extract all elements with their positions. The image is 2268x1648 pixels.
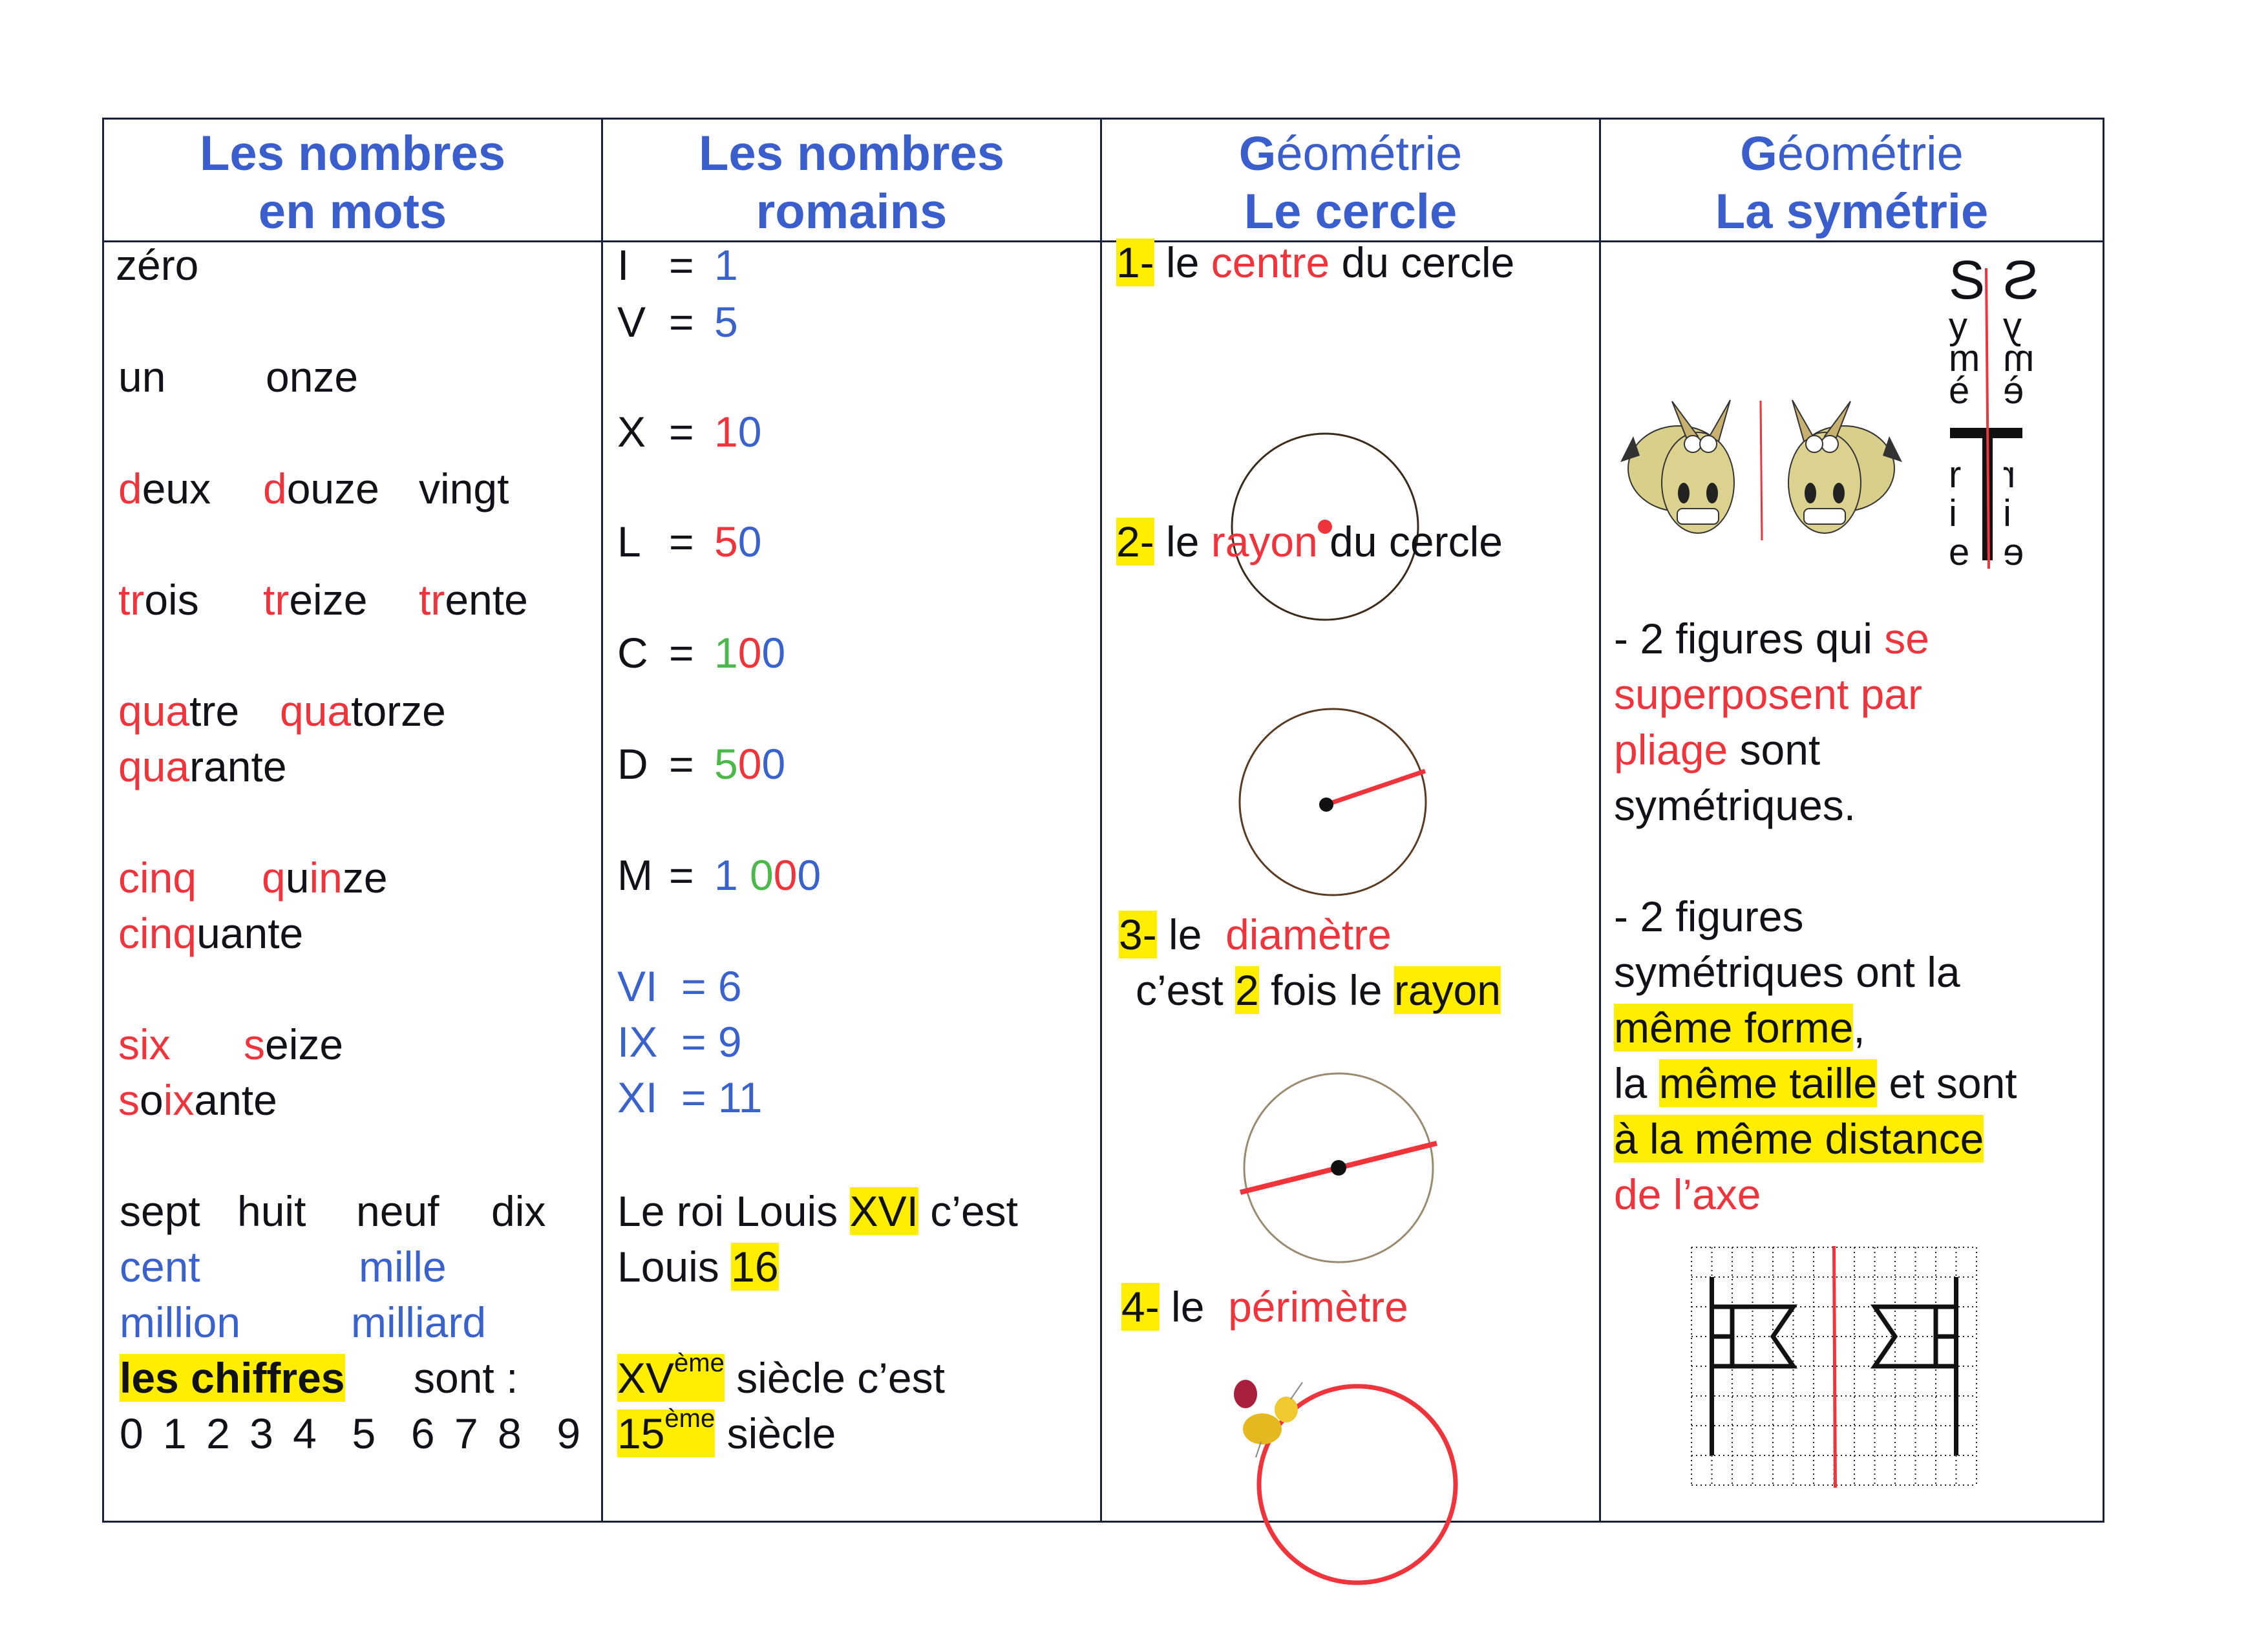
digit: 0 (797, 851, 821, 899)
century-line-1 (617, 1350, 945, 1406)
word-huit: huit (237, 1187, 306, 1235)
word-root: tr (118, 576, 145, 624)
vertical-letter: y (2003, 305, 2022, 347)
roman-row (617, 847, 821, 903)
text: éométrie (1777, 127, 1964, 180)
roman-numeral: V (617, 298, 646, 346)
header-line-2: en mots (258, 184, 447, 239)
vertical-letter: m (2003, 337, 2035, 379)
text: XV (617, 1354, 675, 1402)
roman-combo: IX = 9 (617, 1018, 742, 1066)
word-zero: zéro (116, 241, 199, 289)
word-quinze (262, 850, 388, 905)
digit: 5 (714, 518, 738, 565)
keyword-diametre: diamètre (1225, 911, 1392, 958)
digits-label: les chiffres (120, 1354, 345, 1402)
equals-sign: = (669, 629, 694, 677)
reference-sheet (102, 118, 2104, 1523)
word-un: un (118, 353, 166, 401)
column-header (1601, 120, 2103, 242)
digit: 0 (773, 851, 798, 899)
word-rest: tre (189, 687, 240, 735)
roman-numeral: L (617, 518, 641, 565)
text: et sont (1877, 1059, 2017, 1107)
text: sont (1728, 726, 1821, 774)
roman-row (617, 404, 761, 460)
word-milliard: milliard (351, 1298, 487, 1346)
word-rest: rante (189, 743, 287, 790)
word-seize (244, 1017, 343, 1072)
diameter-centre-point (1331, 1160, 1346, 1176)
word-rest: ante (194, 1076, 277, 1124)
text: le (1159, 1283, 1229, 1331)
column-body (104, 242, 601, 1521)
word-quarante (118, 739, 287, 794)
digit: 1 (714, 629, 738, 677)
word-rest: eize (289, 576, 368, 624)
text: siècle (715, 1410, 836, 1457)
step-number: 1- (1116, 238, 1154, 286)
symmetry-p1-line4: symétriques. (1614, 781, 1856, 829)
word-rest: eize (265, 1020, 344, 1068)
word-root: qua (118, 687, 190, 735)
word-six: six (118, 1020, 171, 1068)
header-line-1: Géométrie (1740, 127, 1964, 180)
header-line-2: romains (756, 184, 948, 239)
century-line-2 (617, 1406, 836, 1461)
roman-numeral: M (617, 851, 653, 899)
word-row-trois (118, 572, 528, 628)
word-quatre (118, 687, 239, 735)
digit: 0 (761, 740, 786, 788)
column-header (104, 120, 601, 242)
word-rest: ze (342, 854, 388, 902)
keyword: pliage (1614, 726, 1728, 774)
digit: 5 (714, 298, 738, 346)
word-root: ix (163, 1076, 195, 1124)
vertical-letter: y (1949, 305, 1967, 347)
word-root: qua (280, 687, 352, 735)
word-root: s (244, 1020, 265, 1068)
word-rest: ente (445, 576, 528, 624)
text: le (1154, 518, 1211, 565)
text: le (1156, 911, 1226, 958)
word-neuf: neuf (356, 1187, 440, 1235)
word-mille: mille (359, 1243, 447, 1291)
word-rest: u (285, 854, 310, 902)
equals-sign: = (669, 298, 694, 346)
digit: 0 (750, 851, 774, 899)
highlight: à la même distance (1614, 1115, 1984, 1163)
symmetry-p2-line5 (1614, 1111, 1984, 1167)
word-rest: torze (351, 687, 446, 735)
word-dix: dix (491, 1187, 546, 1235)
word-root: d (118, 465, 142, 512)
header-line-2: La symétrie (1715, 184, 1989, 239)
digit: 0 (737, 740, 762, 788)
circle-step-3-detail (1136, 962, 1501, 1018)
keyword-rayon: rayon (1211, 518, 1318, 565)
word-row-cent (120, 1239, 447, 1294)
word-rest: eux (142, 465, 211, 512)
word-rest: uante (196, 909, 304, 957)
vertical-letter: é (1949, 370, 1970, 412)
equals-sign: = (669, 408, 694, 456)
vertical-letter: e (1949, 531, 1970, 573)
highlight-15 (617, 1404, 715, 1457)
roman-row (617, 294, 738, 350)
header-line-1: Les nombres (199, 126, 506, 181)
text: siècle c’est (724, 1354, 945, 1402)
donkey-icon-right (1788, 400, 1902, 533)
equals-sign: = (669, 851, 694, 899)
digit: 1 (714, 851, 750, 899)
vertical-letter: i (1949, 492, 1957, 534)
symmetry-p1-line1 (1614, 611, 1929, 666)
symmetry-p2-line6: de l’axe (1614, 1170, 1761, 1218)
equals-sign: = (669, 241, 694, 289)
word-row-sept (120, 1183, 546, 1239)
word-root: s (118, 1076, 140, 1124)
symmetry-p2-line3 (1614, 1000, 1865, 1055)
column-roman-numerals (603, 120, 1102, 1521)
roman-numeral: I (617, 241, 630, 289)
roman-numeral: X (617, 408, 646, 456)
word-rest: o (140, 1076, 164, 1124)
text: c’est (1136, 966, 1236, 1014)
radius-line (1326, 771, 1425, 805)
header-line-2: Le cercle (1244, 184, 1457, 239)
word-row-quatre (118, 683, 446, 739)
text: fois le (1258, 966, 1394, 1014)
donkey-axis-line (1761, 401, 1762, 540)
flag-symmetry-grid (1685, 1241, 1989, 1499)
digits-label-row (120, 1350, 518, 1406)
word-row-un (118, 349, 359, 405)
word-cinq: cinq (118, 854, 197, 902)
word-row-six (118, 1017, 344, 1072)
word-trois (118, 576, 199, 624)
header-line-1: Géométrie (1238, 127, 1463, 180)
word-quatorze (280, 683, 446, 739)
text: - 2 figures qui (1614, 615, 1885, 662)
equals-sign: = (669, 518, 694, 565)
highlight: même forme (1614, 1004, 1854, 1051)
column-body (1601, 242, 2103, 1521)
highlight-xv (617, 1349, 725, 1402)
digit: 0 (737, 518, 762, 565)
donkey-icon-left (1620, 400, 1734, 533)
vertical-letter: è (2003, 370, 2024, 412)
column-numbers-in-words (104, 120, 603, 1521)
keyword-centre: centre (1211, 238, 1330, 286)
symmetry-axis (1834, 1246, 1836, 1488)
symmetry-p1-line3 (1614, 722, 1820, 777)
vertical-letter: m (1949, 337, 1980, 379)
digit: 0 (737, 629, 762, 677)
digit: 1 (714, 241, 738, 289)
roman-row (617, 514, 761, 569)
text: , (1853, 1004, 1865, 1051)
roman-combo: XI = 11 (617, 1073, 763, 1121)
word-vingt: vingt (419, 465, 509, 512)
circle-diagrams (1102, 242, 1601, 1535)
word-root: d (263, 465, 287, 512)
text: du cercle (1317, 518, 1503, 565)
equals-sign: = (669, 740, 694, 788)
text: du cercle (1330, 238, 1515, 286)
word-soixante (118, 1072, 277, 1128)
circle-step-2 (1116, 514, 1503, 569)
word-rest: ois (144, 576, 199, 624)
highlight-16: 16 (731, 1243, 779, 1291)
highlight: même taille (1659, 1059, 1878, 1107)
digit: 0 (737, 408, 762, 456)
circle-step-3 (1119, 907, 1392, 962)
vertical-letter: i (2003, 492, 2011, 534)
louis-line-2 (617, 1239, 779, 1294)
radius-centre-point (1319, 798, 1333, 812)
word-row-million (120, 1294, 487, 1350)
column-circle (1102, 120, 1601, 1521)
roman-row (617, 736, 785, 792)
column-header (603, 120, 1100, 242)
highlight-xvi: XVI (849, 1187, 918, 1235)
word-root: tr (263, 576, 290, 624)
word-root: tr (419, 576, 445, 624)
text: 15 (617, 1410, 665, 1457)
vertical-letter: r (1949, 454, 1962, 496)
word-rest: ouze (286, 465, 379, 512)
word-cinquante (118, 905, 303, 961)
louis-line-1 (617, 1183, 1018, 1239)
text: le (1154, 238, 1211, 286)
header-line-1: Les nombres (698, 126, 1005, 181)
digit: 5 (714, 740, 738, 788)
keyword-perimetre: périmètre (1228, 1283, 1408, 1331)
circle-step-4 (1121, 1279, 1408, 1335)
vertical-letter: e (2003, 531, 2024, 573)
digit: 1 (714, 408, 738, 456)
roman-numeral: D (617, 740, 648, 788)
word-douze (263, 461, 379, 516)
text: Louis (617, 1243, 732, 1291)
digits-sont: sont : (414, 1354, 518, 1402)
step-number: 2- (1116, 518, 1154, 565)
word-root: qua (118, 743, 190, 790)
superscript: ème (674, 1349, 725, 1377)
word-sept: sept (120, 1187, 200, 1235)
text: la (1614, 1059, 1659, 1107)
vertical-letter: S (2003, 249, 2040, 310)
vertical-letter: r (2003, 454, 2016, 496)
step-number: 3- (1119, 911, 1157, 958)
column-header (1102, 120, 1599, 242)
highlight-2: 2 (1235, 966, 1259, 1014)
word-trente (419, 572, 528, 628)
word-root: cinq (118, 909, 197, 957)
symmetry-p1-line2: superposent par (1614, 670, 1922, 718)
word-deux (118, 465, 211, 512)
roman-row (617, 237, 738, 293)
word-onze: onze (266, 353, 359, 401)
roman-row (617, 625, 785, 681)
column-symmetry (1601, 120, 2103, 1521)
word-row-cinq (118, 850, 388, 905)
text: éométrie (1276, 127, 1463, 180)
superscript: ème (664, 1404, 715, 1433)
digits-list: 0 1 2 3 4 5 6 7 8 9 (120, 1410, 585, 1457)
step-number: 4- (1121, 1283, 1160, 1331)
vertical-letter: S (1949, 249, 1986, 310)
highlight-rayon: rayon (1394, 966, 1501, 1014)
word-row-deux (118, 461, 509, 516)
column-body (603, 242, 1100, 1521)
keyword: se (1884, 615, 1929, 662)
column-body (1102, 238, 1599, 1521)
word-treize (263, 572, 367, 628)
digit: 0 (761, 629, 786, 677)
symmetry-p2-line1: - 2 figures (1614, 893, 1804, 940)
word-root: q (262, 854, 286, 902)
word-cent: cent (120, 1243, 200, 1291)
text: c’est (918, 1187, 1018, 1235)
word-million: million (120, 1298, 241, 1346)
symmetry-p2-line2: symétriques ont la (1614, 948, 1960, 996)
roman-numeral: C (617, 629, 648, 677)
roman-combo: VI = 6 (617, 962, 742, 1010)
symmetry-p2-line4 (1614, 1055, 2017, 1111)
word-root: in (309, 854, 343, 902)
text: Le roi Louis (617, 1187, 850, 1235)
